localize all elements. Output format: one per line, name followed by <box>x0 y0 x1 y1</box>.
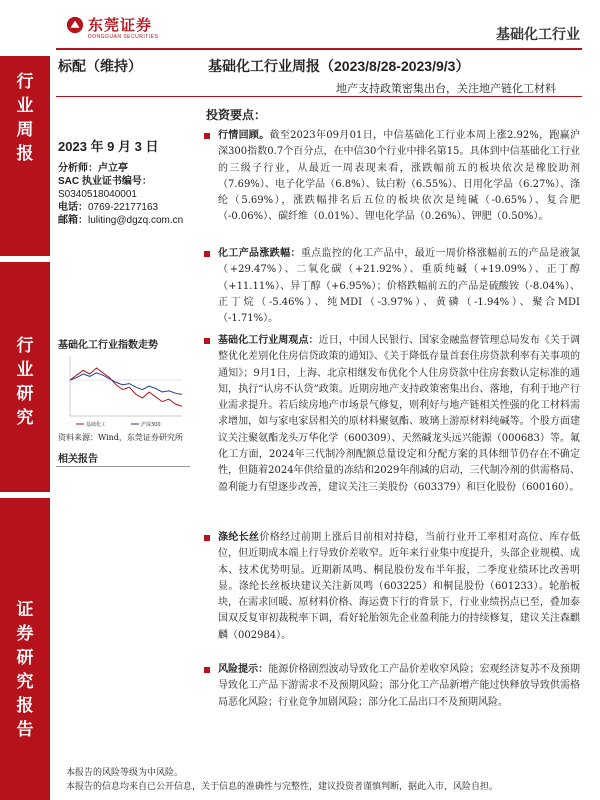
sidebar-segment-weekly <box>0 56 50 256</box>
header-industry: 基础化工行业 <box>496 26 580 42</box>
bullet-marker <box>204 667 210 673</box>
sidebar-label-research <box>0 334 50 430</box>
bullet-text: 能源价格剧烈波动导致化工产品价差收窄风险；宏观经济复苏不及预期导致化工产品下游需求不及预期风险；部分化工产品新增产能过快释放导致供需格局恶化风险；行业竞争加剧风险；部分化工品出口不及预期风险。 <box>218 664 581 708</box>
sidebar-strip <box>0 0 50 800</box>
logo-text-en: DONGGUAN SECURITIES <box>88 34 159 40</box>
sidebar-label-weekly <box>0 70 50 166</box>
sidebar-segment-report <box>0 498 50 800</box>
bullet-marker <box>204 133 210 139</box>
title-rule <box>56 96 582 97</box>
bullet-text: 近日，中国人民银行、国家金融监督管理总局发布《关于调整优化差别化住房信贷政策的通知》、《关于降低存量首套住房贷款利率有关事项的通知》；9月1日，上海、北京相继发布优化个人住房贷款中住房套数认定标准的通知，执行“认房不认贷”政策。近期房地产支持政策密集出台、落地，有利于地产行业需求提升。若后续房地产市场景气修复，则利好与地产链相关性强的化工材料需求增加，如与家电家居相关的原材料聚氨酯、玻璃上游原材料纯碱等。个股方面建议关注聚氨酯龙头万华化学（600309）、天然碱龙头远兴能源（000683）等。氟化工方面，2024年三代制冷剂配额总量设定和分配方案的具体细节仍存在不确定性，但随着2024年供给量的冻结和2029年削减的启动，三代制冷剂的供需格局、盈利能力有望逐步改善，建议关注三美股份（603379）和巨化股份（600160）。 <box>218 335 581 493</box>
bullet-lead: 风险提示： <box>218 664 269 675</box>
legend-label-1: 沪深300 <box>141 422 161 428</box>
phone-label: 电话： <box>58 202 88 213</box>
company-logo <box>66 14 186 44</box>
footer-disclaimer <box>66 766 498 794</box>
sidebar-text: 证 券 研 究 报 告 <box>16 600 34 740</box>
bullet-weekly-view <box>204 333 580 496</box>
bullet-text: 价格经过前期上涨后目前相对持稳，当前行业开工率相对高位、库存低位，但近期成本端上行导致价差收窄。近年来行业集中度提升，头部企业规模、成本、技术优势明显。近期新凤鸣、桐昆股份发布半年报，二季度业绩环比改善明显。涤纶长丝板块建议关注新凤鸣（603225）和桐昆股份（601233）。轮胎板块，在需求回暖、原材料价格、海运费下行的背景下，行业业绩拐点已至，叠加泰国双反复审初裁税率下调，看好轮胎领先企业盈利能力的持续修复，建议关注森麒麟（002984）。 <box>218 532 581 641</box>
logo-text-cn: 东莞证券 <box>88 16 153 34</box>
bullet-risks <box>204 662 580 711</box>
bullet-polyester <box>204 530 580 644</box>
email-label: 邮箱： <box>58 215 88 226</box>
footer-line: 本报告的信息均来自已公开信息，关于信息的准确性与完整性，建议投资者谨慎判断，据此入市，风险自担。 <box>66 782 499 792</box>
analyst-name: 卢立亭 <box>98 163 128 174</box>
bullet-text: 截至2023年09月01日，中信基础化工行业本周上涨2.92%，跑赢沪深300指数0.7个百分点，在中信30个行业中排名第15。具体到中信基础化工行业的三级子行业，从最近一周表现来看，涨跌幅前五的板块依次是橡胶助剂（7.69%）、电子化学品（6.8%）、钛白粉（6.55%）、日用化学品（6.27%）、涤纶（5.69%），涨跌幅排名后五位的板块依次是纯碱（-0.65%）、复合肥（-0.06%）、碳纤维（0.01%）、锂电化学品（0.26%）、钾肥（0.50%）。 <box>218 130 581 223</box>
analyst-info <box>58 162 183 227</box>
sidebar-label-report <box>0 598 50 742</box>
sidebar-text: 行 业 周 报 <box>16 72 34 164</box>
sidebar-text: 行 业 研 究 <box>16 336 34 428</box>
chart-title: 基础化工行业指数走势 <box>58 340 158 351</box>
series-line-1 <box>70 373 182 395</box>
header-rule <box>56 48 582 50</box>
bullet-lead: 涤纶长丝 <box>218 532 260 543</box>
index-trend-chart <box>56 350 186 430</box>
bullet-marker <box>204 251 210 257</box>
phone-number: 0769-22177163 <box>88 202 159 213</box>
related-rule <box>56 466 190 467</box>
bullet-price-changes <box>204 246 580 327</box>
series-line-0 <box>70 368 182 406</box>
sidebar-segment-research <box>0 262 50 492</box>
bullet-market-review <box>204 128 580 226</box>
footer-line: 本报告的风险等级为中风险。 <box>66 768 184 778</box>
bullet-text: 重点监控的化工产品中，最近一周价格涨幅前五的产品是液氯（+29.47%）、二氧化碳（+21.92%）、重质纯碱（+19.09%）、正丁醇（+11.11%）、异丁醇（+6.95%）；价格跌幅前五的产品是硫酸铵（-8.04%）、正丁烷（-5.46%）、纯MDI（-3.97%）、黄磷（-1.94%）、聚合MDI（-1.71%）。 <box>218 248 581 325</box>
logo-mark-icon <box>66 16 84 34</box>
bullet-lead: 基础化工行业周观点： <box>218 335 319 346</box>
bullet-lead: 行情回顾。 <box>218 130 270 141</box>
bullet-lead: 化工产品涨跌幅： <box>218 248 301 259</box>
related-reports-heading: 相关报告 <box>58 454 98 465</box>
bullet-marker <box>204 535 210 541</box>
report-date: 2023 年 9 月 3 日 <box>58 139 159 154</box>
report-subtitle: 地产支持政策密集出台，关注地产链化工材料 <box>336 82 556 95</box>
report-title: 基础化工行业周报（2023/8/28-2023/9/3） <box>208 58 470 74</box>
legend-label-0: 基础化工 <box>86 422 107 428</box>
sac-label: SAC 执业证书编号： <box>58 176 152 187</box>
analyst-name-label: 分析师： <box>58 163 98 174</box>
key-points-heading: 投资要点： <box>206 108 267 122</box>
chart-source: 资料来源：Wind，东莞证券研究所 <box>58 433 183 442</box>
sac-number: S0340518040001 <box>58 189 137 200</box>
bullet-marker <box>204 338 210 344</box>
rating: 标配（维持） <box>58 59 142 75</box>
email-link[interactable]: luliting@dgzq.com.cn <box>88 215 184 226</box>
